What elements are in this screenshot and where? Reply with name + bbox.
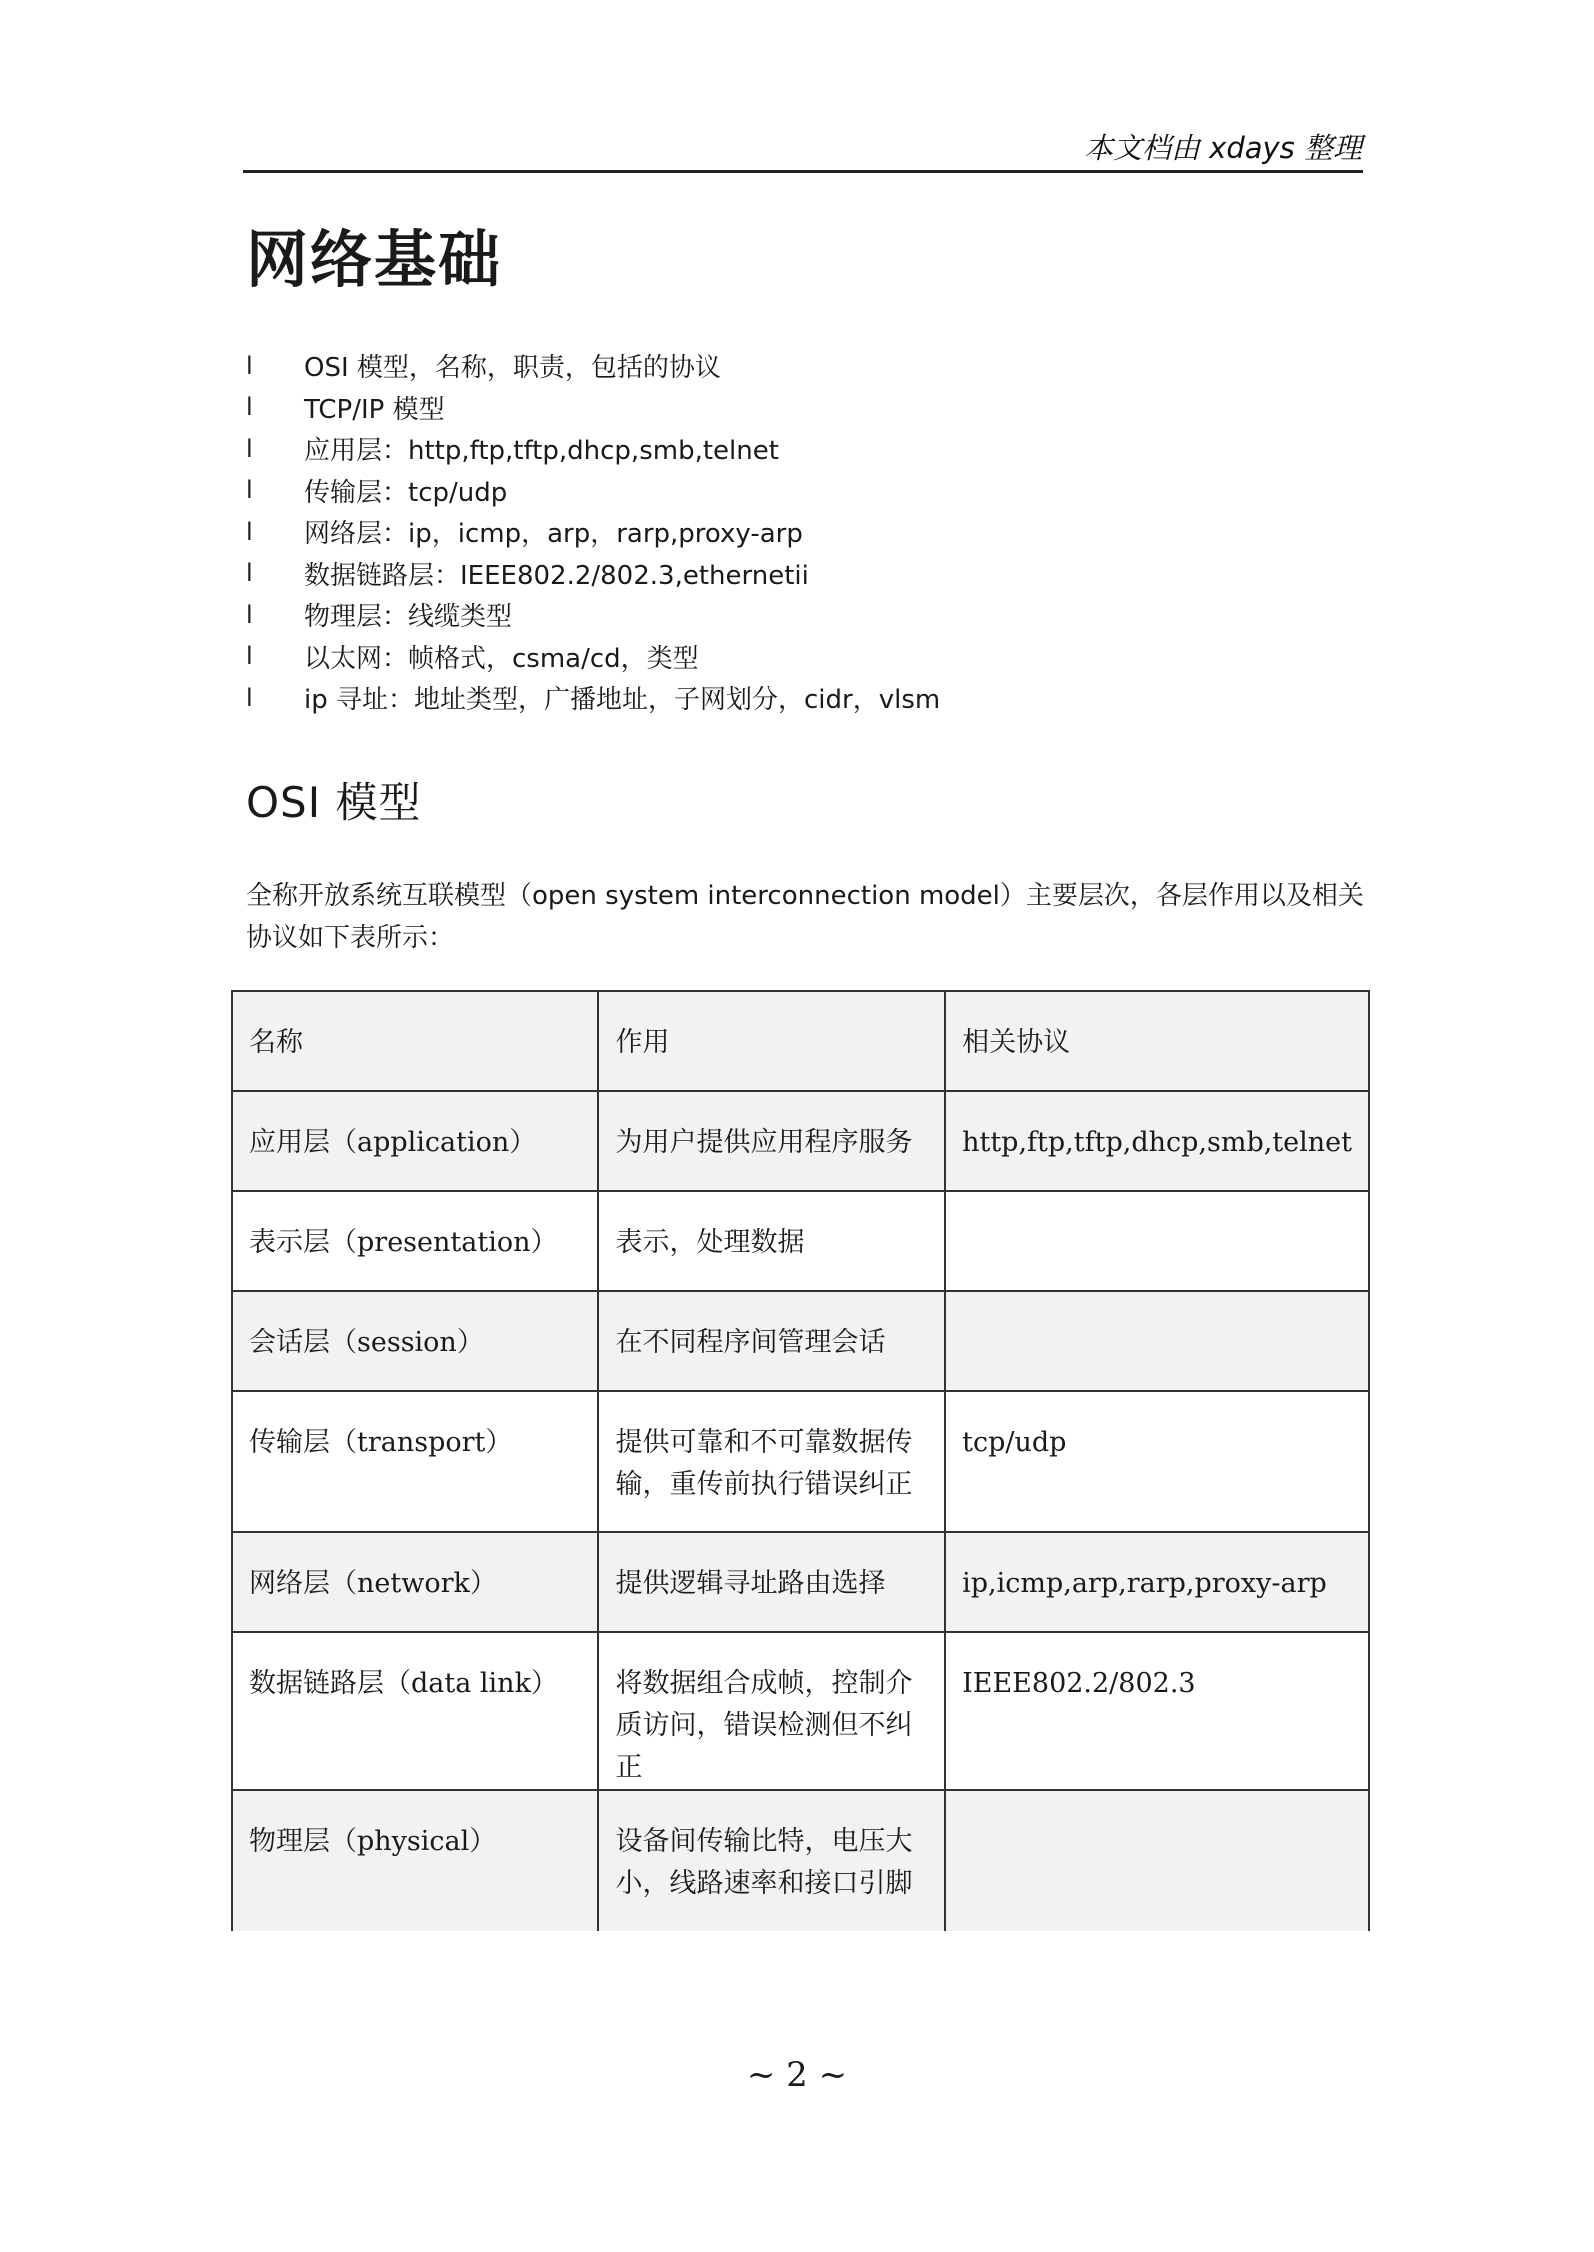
- bullet-mark: l: [246, 393, 253, 422]
- list-item: [246, 387, 940, 429]
- list-item-text: 物理层：线缆类型: [304, 602, 513, 633]
- layer-role-cell: 提供逻辑寻址路由选择: [598, 1532, 945, 1632]
- header-rule: [243, 170, 1363, 173]
- bullet-mark: l: [246, 600, 253, 629]
- bullet-mark: l: [246, 351, 253, 380]
- bullet-mark: l: [246, 683, 253, 712]
- bullet-mark: l: [246, 642, 253, 671]
- layer-protocols-cell: ip,icmp,arp,rarp,proxy-arp: [945, 1532, 1369, 1632]
- list-item-text: 传输层：tcp/udp: [304, 477, 508, 508]
- bullet-mark: l: [246, 476, 253, 505]
- layer-role-cell: 为用户提供应用程序服务: [598, 1091, 945, 1191]
- list-item-text: 网络层：ip，icmp，arp，rarp,proxy-arp: [304, 519, 803, 550]
- list-item-text: OSI 模型，名称，职责，包括的协议: [304, 353, 721, 384]
- list-item-text: 数据链路层：IEEE802.2/802.3,ethernetii: [304, 560, 809, 591]
- list-item: [246, 553, 940, 595]
- layer-name-cell: 会话层（session）: [232, 1291, 598, 1391]
- list-item: [246, 511, 940, 553]
- bullet-mark: l: [246, 559, 253, 588]
- layer-protocols-cell: tcp/udp: [945, 1391, 1369, 1532]
- layer-protocols-cell: [945, 1291, 1369, 1391]
- layer-protocols-cell: http,ftp,tftp,dhcp,smb,telnet: [945, 1091, 1369, 1191]
- page-title: 网络基础: [246, 223, 503, 296]
- page-number: ~ 2 ~: [746, 2055, 848, 2095]
- table-row: [232, 1790, 1369, 1931]
- column-header-role: 作用: [598, 991, 945, 1091]
- layer-role-cell: 将数据组合成帧，控制介质访问，错误检测但不纠正: [598, 1632, 945, 1790]
- bullet-mark: l: [246, 434, 253, 463]
- column-header-protocols: 相关协议: [945, 991, 1369, 1091]
- header-note: 本文档由 xdays 整理: [1083, 131, 1362, 165]
- list-item: [246, 345, 940, 387]
- list-item-text: 以太网：帧格式，csma/cd，类型: [304, 643, 699, 674]
- list-item-text: ip 寻址：地址类型，广播地址，子网划分，cidr，vlsm: [304, 685, 941, 716]
- layer-name-cell: 物理层（physical）: [232, 1790, 598, 1931]
- layer-name-cell: 应用层（application）: [232, 1091, 598, 1191]
- table-row: [232, 1632, 1369, 1790]
- section-title: OSI 模型: [246, 778, 422, 827]
- list-item: [246, 428, 940, 470]
- bullet-mark: l: [246, 517, 253, 546]
- layer-role-cell: 表示，处理数据: [598, 1191, 945, 1291]
- list-item: [246, 636, 940, 678]
- table-row: [232, 1532, 1369, 1632]
- list-item-text: 应用层：http,ftp,tftp,dhcp,smb,telnet: [304, 436, 779, 467]
- column-header-name: 名称: [232, 991, 598, 1091]
- layer-name-cell: 表示层（presentation）: [232, 1191, 598, 1291]
- table-row: [232, 1191, 1369, 1291]
- osi-table: [231, 990, 1370, 1931]
- list-item: [246, 470, 940, 512]
- list-item-text: TCP/IP 模型: [304, 394, 445, 425]
- layer-role-cell: 提供可靠和不可靠数据传输，重传前执行错误纠正: [598, 1391, 945, 1532]
- table-row: [232, 1291, 1369, 1391]
- layer-name-cell: 数据链路层（data link）: [232, 1632, 598, 1790]
- layer-name-cell: 网络层（network）: [232, 1532, 598, 1632]
- layer-protocols-cell: [945, 1191, 1369, 1291]
- layer-protocols-cell: IEEE802.2/802.3: [945, 1632, 1369, 1790]
- list-item: [246, 594, 940, 636]
- layer-protocols-cell: [945, 1790, 1369, 1931]
- layer-role-cell: 在不同程序间管理会话: [598, 1291, 945, 1391]
- layer-role-cell: 设备间传输比特，电压大小，线路速率和接口引脚: [598, 1790, 945, 1931]
- table-header-row: [232, 991, 1369, 1091]
- table-row: [232, 1091, 1369, 1191]
- topic-list: [246, 345, 940, 719]
- list-item: [246, 677, 940, 719]
- section-intro: 全称开放系统互联模型（open system interconnection model）主要层次，各层作用以及相关协议如下表所示：: [246, 881, 1364, 953]
- layer-name-cell: 传输层（transport）: [232, 1391, 598, 1532]
- table-row: [232, 1391, 1369, 1532]
